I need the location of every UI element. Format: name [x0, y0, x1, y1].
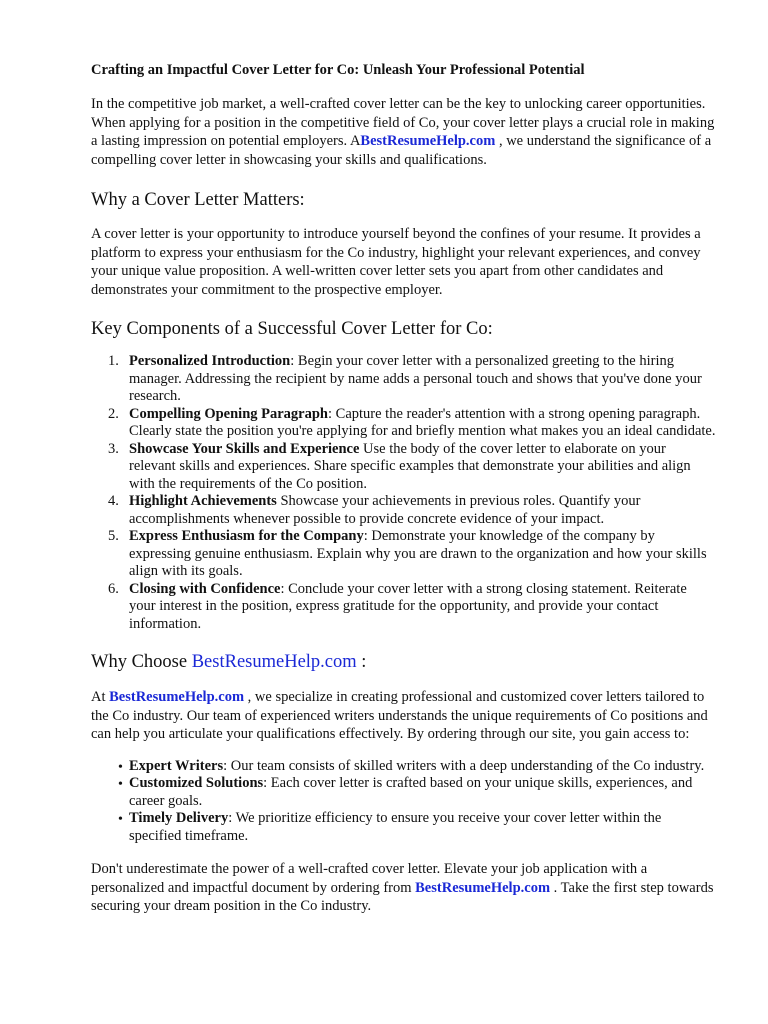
item-number: 5. — [108, 528, 119, 544]
intro-paragraph — [91, 95, 716, 169]
closing-paragraph — [91, 860, 716, 916]
intro-link[interactable]: BestResumeHelp.com — [360, 133, 496, 149]
services-paragraph — [91, 688, 716, 744]
bullet-icon: • — [118, 812, 123, 827]
benefit-label: Expert Writers — [129, 757, 224, 774]
item-label: Showcase Your Skills and Experience — [129, 440, 360, 457]
item-text: : Capture the reader's attention with a strong opening paragraph. Clearly state the position you're applying for and briefly mention what makes you an ideal candidate. — [129, 405, 716, 439]
intro-text-before: In the competitive job market, a well-crafted cover letter can be the key to unlocking career opportunities. When applying for a position in the competitive field of Co, your cover letter plays a crucial role in making a lasting impression on potential employers. A — [91, 96, 715, 149]
list-item — [91, 581, 716, 634]
key-components-heading: Key Components of a Successful Cover Letter for Co: — [91, 319, 493, 339]
list-item — [91, 775, 716, 810]
closing-text-after: . Take the first step towards securing your dream position in the Co industry. — [91, 879, 714, 914]
list-item — [91, 810, 716, 845]
item-label: Highlight Achievements — [129, 493, 277, 509]
item-label: Express Enthusiasm for the Company — [129, 528, 364, 544]
item-text: : Begin your cover letter with a personalized greeting to the hiring manager. Addressing the recipient by name adds a personal touch and shows that you've done your research. — [129, 353, 702, 404]
item-text: : Conclude your cover letter with a strong closing statement. Reiterate your interest in the position, express gratitude for the opportunity, and provide your contact information. — [129, 580, 687, 632]
services-text: , we specialize in creating professional and customized cover letters tailored to the Co industry. Our team of experienced writers understands the unique requirements of Co positions and can help you articulate your qualifications effectively. By ordering through our site, you gain access to: — [91, 689, 708, 742]
services-prefix: At — [91, 689, 110, 705]
item-number: 3. — [108, 440, 119, 457]
item-text: Showcase your achievements in previous roles. Quantify your accomplishments whenever possible to provide concrete evidence of your impact. — [129, 493, 641, 527]
benefit-label: Customized Solutions — [129, 775, 264, 791]
item-number: 2. — [108, 405, 119, 422]
why-choose-heading — [91, 650, 716, 674]
benefits-list — [91, 758, 716, 846]
bullet-icon: • — [118, 777, 123, 792]
intro-text-after: , we understand the significance of a compelling cover letter in showcasing your skills and qualifications. — [91, 133, 712, 168]
why-choose-prefix: Why Choose — [91, 652, 192, 672]
why-choose-link[interactable]: BestResumeHelp.com — [191, 652, 357, 672]
benefit-text: : We prioritize efficiency to ensure you receive your cover letter within the specified timeframe. — [129, 810, 662, 844]
item-label: Personalized Introduction — [129, 353, 291, 369]
item-label: Closing with Confidence — [129, 580, 281, 597]
item-text: Use the body of the cover letter to elaborate on your relevant skills and experiences. Share specific examples that demonstrate your abilities and align with the requirements of the Co position. — [129, 440, 691, 492]
document-title: Crafting an Impactful Cover Letter for Co: Unleash Your Professional Potential — [91, 62, 585, 78]
item-label: Compelling Opening Paragraph — [129, 405, 328, 422]
why-paragraph: A cover letter is your opportunity to introduce yourself beyond the confines of your resume. It provides a platform to express your enthusiasm for the Co industry, highlight your relevant experiences, and convey your unique value proposition. A well-written cover letter sets you apart from other candidates and demonstrates your commitment to the prospective employer. — [91, 226, 701, 298]
why-choose-suffix: : — [356, 652, 367, 672]
list-item — [91, 406, 716, 441]
benefit-text: : Our team consists of skilled writers with a deep understanding of the Co industry. — [223, 757, 705, 774]
why-heading: Why a Cover Letter Matters: — [91, 190, 305, 210]
list-item — [91, 493, 716, 528]
list-item — [91, 353, 716, 406]
key-components-list — [91, 353, 716, 633]
services-link[interactable]: BestResumeHelp.com — [109, 689, 245, 705]
list-item — [91, 441, 716, 494]
closing-text-before: Don't underestimate the power of a well-crafted cover letter. Elevate your job application with a personalized and impactful document by ordering from — [91, 861, 648, 896]
item-number: 1. — [108, 353, 119, 369]
list-item — [91, 758, 716, 776]
bullet-icon: • — [118, 759, 123, 775]
list-item — [91, 528, 716, 581]
item-number: 4. — [108, 493, 119, 509]
benefit-label: Timely Delivery — [129, 810, 229, 826]
item-text: : Demonstrate your knowledge of the company by expressing genuine enthusiasm. Explain why you are drawn to the organization and how your skills align with its goals. — [129, 528, 707, 579]
closing-link[interactable]: BestResumeHelp.com — [415, 879, 551, 896]
item-number: 6. — [108, 580, 119, 597]
benefit-text: : Each cover letter is crafted based on your unique skills, experiences, and career goals. — [129, 775, 693, 809]
